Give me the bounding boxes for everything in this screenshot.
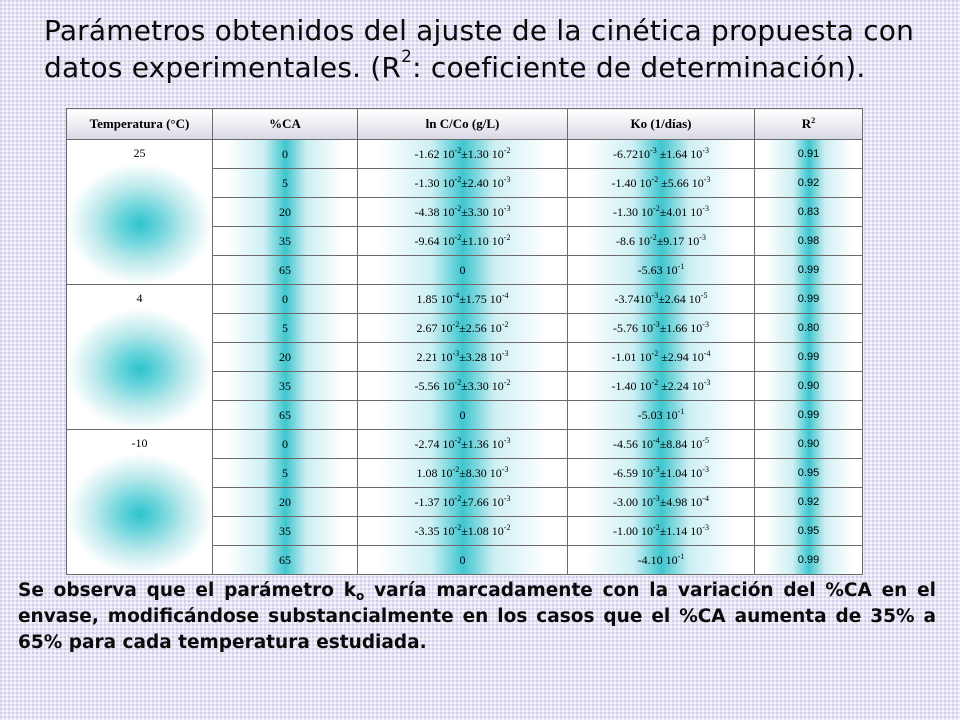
ln-cell [358, 169, 568, 198]
mantissa: ±2.40 10 [461, 175, 504, 190]
exponent: -5 [700, 290, 708, 300]
exponent: -2 [454, 145, 462, 155]
exponent: -3 [703, 174, 711, 184]
mantissa: -5.56 10 [414, 378, 455, 393]
ko-cell [568, 169, 755, 198]
mantissa: ±4.01 10 [659, 204, 703, 219]
temperature-cell: 4 [67, 285, 213, 430]
ko-cell [568, 198, 755, 227]
title-line-2-rest: : coeficiente de determinación). [412, 51, 866, 84]
exponent: -4 [501, 290, 509, 300]
ko-cell [568, 227, 755, 256]
exponent: -3 [699, 232, 706, 242]
ca-cell: 0 [213, 140, 358, 169]
exponent: -3 [650, 145, 657, 155]
title-superscript: 2 [401, 47, 413, 67]
table-row [67, 430, 863, 459]
mantissa: -4.38 10 [414, 204, 455, 219]
exponent: -3 [503, 203, 511, 213]
mantissa: ±1.66 10 [659, 320, 703, 335]
header-ca: %CA [213, 109, 358, 140]
ko-cell [568, 256, 755, 285]
mantissa: ±3.30 10 [461, 204, 504, 219]
ko-cell [568, 488, 755, 517]
mantissa: -3.35 10 [414, 523, 455, 538]
exponent: -2 [454, 377, 462, 387]
mantissa: ±1.64 10 [656, 146, 703, 161]
title-line-2 [44, 47, 866, 84]
exponent: -3 [501, 464, 509, 474]
title-line-2-text: datos experimentales. (R [44, 51, 402, 84]
exponent: -1 [677, 406, 685, 416]
exponent: -2 [454, 435, 462, 445]
mantissa: ±7.66 10 [461, 494, 504, 509]
ko-cell [568, 314, 755, 343]
mantissa: -4.10 10 [637, 552, 678, 567]
ko-cell [568, 546, 755, 575]
exponent: -4 [653, 435, 660, 445]
mantissa: ±8.84 10 [659, 436, 703, 451]
r2-cell: 0.83 [755, 198, 863, 227]
r2-cell: 0.90 [755, 372, 863, 401]
exponent: -3 [452, 348, 460, 358]
exponent: -2 [503, 377, 511, 387]
ln-cell [358, 198, 568, 227]
mantissa: ±4.98 10 [659, 494, 703, 509]
ln-cell [358, 227, 568, 256]
mantissa: 0 [459, 262, 466, 277]
exponent: -2 [651, 174, 659, 184]
title-line-1: Parámetros obtenidos del ajuste de la cinética propuesta con [44, 14, 915, 47]
ca-cell: 65 [213, 401, 358, 430]
conclusion-note [18, 578, 936, 656]
exponent: -2 [452, 464, 460, 474]
exponent: -2 [503, 232, 511, 242]
mantissa: ±8.30 10 [459, 465, 502, 480]
mantissa: -5.76 10 [613, 320, 654, 335]
table-header-row [67, 109, 863, 140]
ko-cell [568, 517, 755, 546]
mantissa: ±1.36 10 [461, 436, 504, 451]
mantissa: -9.64 10 [414, 233, 455, 248]
r2-cell: 0.99 [755, 256, 863, 285]
ln-cell [358, 285, 568, 314]
mantissa: -3.7410 [614, 291, 652, 306]
mantissa: 1.08 10 [416, 465, 453, 480]
mantissa: -1.37 10 [414, 494, 455, 509]
ln-cell [358, 517, 568, 546]
mantissa: ±3.28 10 [459, 349, 502, 364]
exponent: -4 [703, 348, 711, 358]
ca-cell: 20 [213, 343, 358, 372]
mantissa: -5.03 10 [637, 407, 678, 422]
exponent: -3 [702, 145, 709, 155]
mantissa: ±1.14 10 [659, 523, 703, 538]
ko-cell [568, 430, 755, 459]
mantissa: ±1.04 10 [659, 465, 703, 480]
mantissa: 1.85 10 [416, 291, 453, 306]
temperature-cell: -10 [67, 430, 213, 575]
mantissa: 0 [459, 407, 466, 422]
exponent: -5 [702, 435, 709, 445]
mantissa: -6.7210 [613, 146, 651, 161]
ko-cell [568, 285, 755, 314]
header-ko: Ko (1/días) [568, 109, 755, 140]
header-r2-sup: 2 [811, 116, 816, 125]
mantissa: -2.74 10 [414, 436, 455, 451]
mantissa: -1.40 10 [611, 175, 652, 190]
ln-cell [358, 488, 568, 517]
ca-cell: 5 [213, 314, 358, 343]
r2-cell: 0.99 [755, 343, 863, 372]
exponent: -2 [452, 319, 460, 329]
table-row [67, 140, 863, 169]
exponent: -3 [503, 493, 511, 503]
r2-cell: 0.99 [755, 401, 863, 430]
mantissa: ±1.75 10 [459, 291, 502, 306]
exponent: -2 [653, 203, 660, 213]
exponent: -2 [503, 522, 511, 532]
ca-cell: 35 [213, 227, 358, 256]
r2-cell: 0.95 [755, 517, 863, 546]
mantissa: ±5.66 10 [658, 175, 704, 190]
mantissa: -8.6 10 [616, 233, 651, 248]
exponent: -2 [651, 377, 659, 387]
r2-cell: 0.99 [755, 546, 863, 575]
table-body [67, 140, 863, 575]
exponent: -2 [454, 203, 462, 213]
exponent: -4 [452, 290, 460, 300]
ca-cell: 65 [213, 546, 358, 575]
ca-cell: 5 [213, 459, 358, 488]
mantissa: -6.59 10 [613, 465, 654, 480]
mantissa: -1.01 10 [611, 349, 652, 364]
ca-cell: 0 [213, 285, 358, 314]
r2-cell: 0.99 [755, 285, 863, 314]
note-text-rest: varía marcadamente con la variación del %CA en el envase, modificándose substancialmente en los casos que el %CA aumenta de 35% a 65% para cada temperatura estudiada. [18, 580, 936, 653]
mantissa: 2.67 10 [416, 320, 453, 335]
mantissa: -1.30 10 [414, 175, 455, 190]
exponent: -1 [677, 551, 685, 561]
mantissa: ±2.94 10 [658, 349, 704, 364]
exponent: -2 [651, 348, 659, 358]
r2-cell: 0.90 [755, 430, 863, 459]
r2-cell: 0.91 [755, 140, 863, 169]
ca-cell: 20 [213, 198, 358, 227]
exponent: -3 [702, 522, 709, 532]
exponent: -3 [651, 290, 659, 300]
header-r2-base: R [801, 116, 812, 131]
header-ln: ln C/Co (g/L) [358, 109, 568, 140]
ln-cell [358, 459, 568, 488]
ln-cell [358, 430, 568, 459]
mantissa: -1.62 10 [414, 146, 455, 161]
ko-cell [568, 343, 755, 372]
ca-cell: 35 [213, 372, 358, 401]
exponent: -3 [653, 493, 660, 503]
mantissa: ±2.56 10 [459, 320, 502, 335]
ln-cell [358, 546, 568, 575]
ca-cell: 35 [213, 517, 358, 546]
temperature-cell: 25 [67, 140, 213, 285]
mantissa: ±1.30 10 [461, 146, 504, 161]
r2-cell: 0.92 [755, 488, 863, 517]
note-text: Se observa que el parámetro k [18, 580, 357, 601]
ln-cell [358, 372, 568, 401]
mantissa: 0 [459, 552, 466, 567]
exponent: -2 [501, 319, 509, 329]
mantissa: ±1.08 10 [461, 523, 504, 538]
mantissa: -1.40 10 [611, 378, 652, 393]
exponent: -3 [703, 377, 711, 387]
ln-cell [358, 343, 568, 372]
mantissa: ±2.24 10 [658, 378, 704, 393]
exponent: -2 [650, 232, 657, 242]
ko-cell [568, 459, 755, 488]
mantissa: ±1.10 10 [461, 233, 504, 248]
ko-cell [568, 372, 755, 401]
ln-cell [358, 401, 568, 430]
r2-cell: 0.80 [755, 314, 863, 343]
exponent: -2 [454, 174, 462, 184]
exponent: -3 [653, 319, 660, 329]
ca-cell: 65 [213, 256, 358, 285]
ca-cell: 20 [213, 488, 358, 517]
r2-cell: 0.95 [755, 459, 863, 488]
exponent: -3 [702, 203, 709, 213]
exponent: -2 [653, 522, 660, 532]
exponent: -4 [702, 493, 709, 503]
exponent: -3 [702, 464, 709, 474]
exponent: -2 [454, 493, 462, 503]
exponent: -3 [503, 435, 511, 445]
ca-cell: 0 [213, 430, 358, 459]
note-subscript: o [356, 589, 365, 603]
header-temperature: Temperatura (°C) [67, 109, 213, 140]
mantissa: -4.56 10 [613, 436, 654, 451]
r2-cell: 0.92 [755, 169, 863, 198]
exponent: -2 [503, 145, 511, 155]
ln-cell [358, 314, 568, 343]
exponent: -2 [454, 232, 462, 242]
mantissa: ±2.64 10 [658, 291, 701, 306]
header-r2 [755, 109, 863, 140]
slide-title [44, 12, 944, 86]
parameters-table [66, 108, 863, 575]
ca-cell: 5 [213, 169, 358, 198]
ko-cell [568, 401, 755, 430]
exponent: -3 [702, 319, 709, 329]
table-row [67, 285, 863, 314]
ko-cell [568, 140, 755, 169]
ln-cell [358, 256, 568, 285]
exponent: -1 [677, 261, 685, 271]
mantissa: ±9.17 10 [656, 233, 700, 248]
exponent: -3 [653, 464, 660, 474]
mantissa: ±3.30 10 [461, 378, 504, 393]
r2-cell: 0.98 [755, 227, 863, 256]
mantissa: 2.21 10 [416, 349, 453, 364]
ln-cell [358, 140, 568, 169]
mantissa: -1.30 10 [613, 204, 654, 219]
mantissa: -5.63 10 [637, 262, 678, 277]
exponent: -3 [503, 174, 511, 184]
exponent: -3 [501, 348, 509, 358]
exponent: -2 [454, 522, 462, 532]
mantissa: -1.00 10 [613, 523, 654, 538]
mantissa: -3.00 10 [613, 494, 654, 509]
